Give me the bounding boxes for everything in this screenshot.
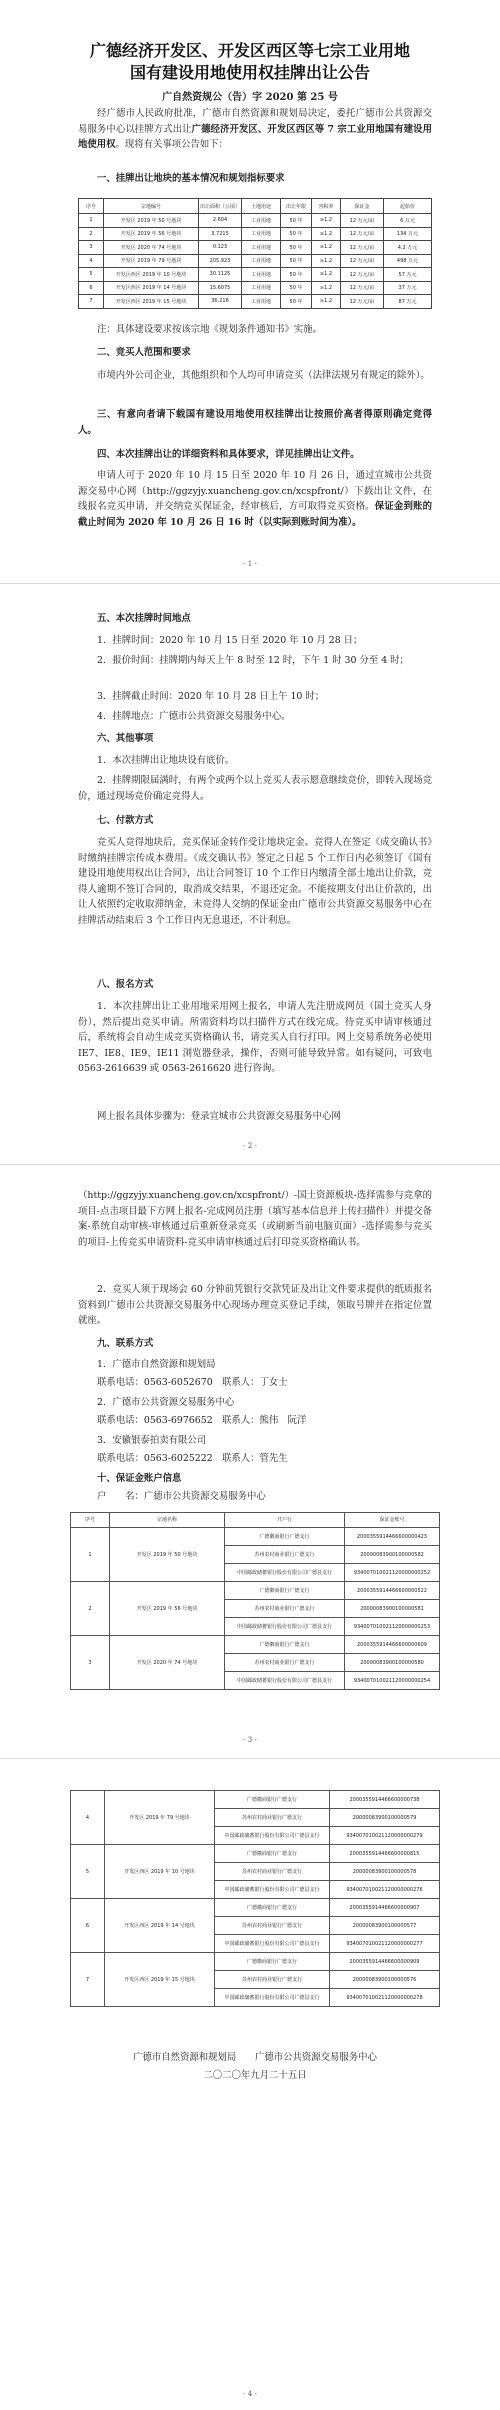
bank-name: 苏州农村商业银行广德支行 <box>215 1971 330 1989</box>
other-item-1: 1．本次挂牌出让地块设有底价。 <box>97 755 235 766</box>
header-cell: 出让面积（公顷） <box>199 199 242 214</box>
table-cell: 87 万元 <box>384 295 432 309</box>
section-6-heading: 六、其他事项 <box>97 733 154 744</box>
row-number: 6 <box>71 1899 105 1953</box>
page-number: - 1 - <box>243 560 257 568</box>
table-cell: 30.1125 <box>199 268 242 282</box>
bank-name: 中国邮政储蓄银行股份有限公司广德县支行 <box>215 1827 330 1845</box>
contact-3-phone: 联系电话：0563-6025222 联系人：管先生 <box>97 1453 288 1464</box>
bank-name: 苏州农村商业银行广德支行 <box>215 1809 330 1827</box>
parcel-name: 开发区西区 2019 年 15 号地块 <box>105 1953 215 2007</box>
page-number: - 2 - <box>243 1142 257 1150</box>
header-cell: 宗地名称 <box>110 1513 225 1528</box>
table-cell: 50 年 <box>281 268 312 282</box>
table-cell: 开发区 2019 年 79 号地块 <box>104 254 199 268</box>
table-note: 注：具体建设要求按该宗地《规划条件通知书》实施。 <box>97 324 323 335</box>
table-cell: 12 万元/亩 <box>341 227 384 241</box>
table-row <box>71 1582 440 1600</box>
table-cell: 工业用地 <box>242 281 281 295</box>
title-line-2: 国有建设用地使用权挂牌出让公告 <box>129 63 370 82</box>
table-cell: 1 <box>79 214 104 228</box>
parcel-name: 开发区 2019 年 56 号地块 <box>110 1582 225 1636</box>
header-cell: 序号 <box>71 1513 110 1528</box>
bank-name: 苏州农村商业银行广德支行 <box>225 1546 345 1564</box>
listing-time: 1．挂牌时间：2020 年 10 月 15 日至 2020 年 10 月 28 日； <box>97 635 363 646</box>
row-number: 3 <box>71 1636 110 1690</box>
table-row <box>71 1953 440 1971</box>
deposit-deadline-text: 保证金到账的截止时间为 2020 年 10 月 26 日 16 时（以实际到账时间为准）。 <box>78 501 432 528</box>
section-5-heading: 五、本次挂牌时间地点 <box>97 613 191 624</box>
page-divider <box>0 583 500 584</box>
row-number: 4 <box>71 1791 105 1845</box>
table-cell: 50 年 <box>281 281 312 295</box>
bank-name: 中国邮政储蓄银行股份有限公司广德县支行 <box>215 1935 330 1953</box>
issue-date: 二〇二〇年九月二十五日 <box>203 2070 307 2081</box>
bank-name: 广德徽商银行广德支行 <box>215 1899 330 1917</box>
table-row <box>79 295 432 309</box>
parcel-name: 开发区 2019 年 50 号地块 <box>110 1528 225 1582</box>
table-cell: 50 年 <box>281 254 312 268</box>
bank-name: 广德徽商银行广德支行 <box>225 1528 345 1546</box>
intro-text-a: 经广德市人民政府批准，广德市自然资源和规划局决定，委托广德市公共资源交易服务中心以挂牌方式出让 <box>78 108 432 135</box>
table-cell: 50 年 <box>281 214 312 228</box>
table-cell: 7 <box>79 295 104 309</box>
parcel-name: 开发区西区 2019 年 14 号地块 <box>105 1899 215 1953</box>
row-number: 2 <box>71 1582 110 1636</box>
table-cell: 2 <box>79 227 104 241</box>
table-row <box>71 1899 440 1917</box>
contact-2-phone: 联系电话：0563-6976652 联系人：熊伟 阮洋 <box>97 1415 307 1426</box>
account-number: 20000083900100000576 <box>330 1971 440 1989</box>
bank-name: 广德徽商银行广德支行 <box>215 1953 330 1971</box>
page-4 <box>0 1764 500 2410</box>
title-line-1: 广德经济开发区、开发区西区等七宗工业用地 <box>89 41 410 60</box>
account-number: 934007010021120000000277 <box>330 1935 440 1953</box>
header-cell: 土地用途 <box>242 199 281 214</box>
parcel-info-table <box>78 198 432 309</box>
table-cell: 4.2 万元 <box>384 241 432 255</box>
page-1 <box>0 0 500 578</box>
table-cell: 12 万元/亩 <box>341 254 384 268</box>
table-cell: 开发区西区 2019 年 15 号地块 <box>104 295 199 309</box>
account-number: 2000355914466600000609 <box>345 1636 440 1654</box>
table-body <box>79 214 432 309</box>
table-cell: 498 万元 <box>384 254 432 268</box>
page-number: - 4 - <box>243 2390 257 2398</box>
table-row <box>79 268 432 282</box>
bank-name: 苏州农村商业银行广德支行 <box>215 1917 330 1935</box>
other-item-2: 2．挂牌期限届满时，有两个或两个以上竞买人表示愿意继续竞价，即转入现场竞价，通过现场竞价确定竞得人。 <box>78 775 432 802</box>
table-cell: ≥1.2 <box>312 214 341 228</box>
section-7-heading: 七、付款方式 <box>97 815 154 826</box>
bank-name: 中国邮政储蓄银行股份有限公司广德县支行 <box>225 1564 345 1582</box>
bank-name: 广德徽商银行广德支行 <box>215 1791 330 1809</box>
account-number: 20000083900100000582 <box>345 1546 440 1564</box>
section-9-heading: 九、联系方式 <box>97 1338 154 1349</box>
table-cell: 36.216 <box>199 295 242 309</box>
bidding-time: 2．报价时间：挂牌期内每天上午 8 时至 12 时，下午 1 时 30 分至 4 时； <box>97 655 409 666</box>
account-number: 2000355914466600000522 <box>345 1582 440 1600</box>
page-3 <box>0 1170 500 1752</box>
registration-paragraph: 1．本次挂牌出让工业用地采用网上报名，申请人先注册成网员（国土竞买人身份），然后提出竞买申请。所需资料均以扫描件方式在线完成。待竞买申请审核通过后，系统将会自动生成竞买资格确认书，请竞买人自行打印。网上交易系统务必使用 IE7、IE8、IE9、IE11 浏览器登录，操作，否则可能导致异常。如有疑问，可致电 0563-2616639 或 0563-2616620 进行咨询。 <box>78 1001 432 1074</box>
bank-name: 广德徽商银行广德支行 <box>225 1582 345 1600</box>
parcel-name: 开发区 2020 年 74 号地块 <box>110 1636 225 1690</box>
table-cell: 12 万元/亩 <box>341 268 384 282</box>
table-cell: 50 年 <box>281 241 312 255</box>
bank-name: 广德徽商银行广德支行 <box>225 1636 345 1654</box>
header-cell: 宗地编号 <box>104 199 199 214</box>
account-number: 20000083900100000581 <box>345 1600 440 1618</box>
deposit-account-table-continued <box>70 1790 440 2007</box>
table-cell: 开发区 2020 年 74 号地块 <box>104 241 199 255</box>
contact-2-org: 2．广德市公共资源交易服务中心 <box>97 1397 235 1408</box>
table-header-row <box>79 199 432 214</box>
listing-venue: 4．挂牌地点：广德市公共资源交易服务中心。 <box>97 711 291 722</box>
row-number: 1 <box>71 1528 110 1582</box>
parcel-name: 开发区 2019 年 79 号地块 <box>105 1791 215 1845</box>
intro-text-c: 。现将有关事项公告如下： <box>115 139 229 150</box>
table-cell: 工业用地 <box>242 241 281 255</box>
account-number: 2000355914466600000815 <box>330 1845 440 1863</box>
table-cell: 5 <box>79 268 104 282</box>
account-number: 934007010021120000000253 <box>345 1618 440 1636</box>
table-body <box>71 1791 440 2007</box>
table-cell: 205.923 <box>199 254 242 268</box>
account-number: 2000355914466600000738 <box>330 1791 440 1809</box>
application-text: 申请人可于 2020 年 10 月 15 日至 2020 年 10 月 26 日，通过宣城市公共资源交易中心网（http://ggzyjy.xuancheng.gov.cn/xcspfront/）下载出让文件，在线报名竞买申请，并交纳竞买保证金，经审核后，方可取得竞买资格。 <box>78 470 432 512</box>
table-cell: 工业用地 <box>242 268 281 282</box>
bank-name: 苏州农村商业银行广德支行 <box>215 1863 330 1881</box>
table-cell: ≥1.2 <box>312 254 341 268</box>
table-row <box>79 281 432 295</box>
header-cell: 容积率 <box>312 199 341 214</box>
table-cell: 工业用地 <box>242 214 281 228</box>
table-row <box>71 1791 440 1809</box>
table-cell: 12 万元/亩 <box>341 281 384 295</box>
table-cell: 开发区西区 2019 年 14 号地块 <box>104 281 199 295</box>
table-row <box>79 227 432 241</box>
intro-paragraph <box>78 106 432 153</box>
account-number: 20000083900100000579 <box>330 1809 440 1827</box>
table-cell: 6 <box>79 281 104 295</box>
page-divider <box>0 1164 500 1165</box>
parcel-name: 开发区西区 2019 年 10 号地块 <box>105 1845 215 1899</box>
table-cell: ≥1.2 <box>312 281 341 295</box>
registration-steps: （http://ggzyjy.xuancheng.gov.cn/xcspfront/）-国土资源板块-选择需参与竞拿的项目-点击项目最下方网上报名-完成网员注册（填写基本信息并上传扫描件）并提交备案-系统自动审核-审核通过后重新登录竞买（或刷新当前电脑页面）-选择需参与竞买的项目-上传竞买申请资料-竞买申请审核通过后打印竞买资格确认书。 <box>78 1190 432 1248</box>
table-cell: 57 万元 <box>384 268 432 282</box>
table-cell: 工业用地 <box>242 227 281 241</box>
bank-name: 中国邮政储蓄银行股份有限公司广德县支行 <box>215 1989 330 2007</box>
account-number: 934007010021120000000254 <box>345 1672 440 1690</box>
notice-title <box>40 40 460 84</box>
bank-name: 苏州农村商业银行广德支行 <box>225 1654 345 1672</box>
table-row <box>71 1845 440 1863</box>
table-cell: 12 万元/亩 <box>341 241 384 255</box>
table-cell: 开发区 2019 年 56 号地块 <box>104 227 199 241</box>
section-10-heading: 十、保证金账户信息 <box>97 1473 182 1484</box>
bank-name: 中国邮政储蓄银行股份有限公司广德县支行 <box>225 1618 345 1636</box>
contact-3-org: 3．安徽银泰拍卖有限公司 <box>97 1435 207 1446</box>
table-cell: ≥1.2 <box>312 295 341 309</box>
table-cell: 3 <box>79 241 104 255</box>
application-paragraph <box>78 468 432 530</box>
table-cell: 134 万元 <box>384 227 432 241</box>
bank-name: 中国邮政储蓄银行股份有限公司广德县支行 <box>215 1881 330 1899</box>
page-2 <box>0 589 500 1157</box>
table-cell: ≥1.2 <box>312 227 341 241</box>
table-cell: 开发区 2019 年 50 号地块 <box>104 214 199 228</box>
account-number: 2000355914466600000423 <box>345 1528 440 1546</box>
table-cell: 2.604 <box>199 214 242 228</box>
deposit-account-table <box>70 1512 440 1690</box>
page-divider <box>0 1758 500 1759</box>
account-number: 2000355914466600000909 <box>330 1953 440 1971</box>
bank-name: 苏州农村商业银行广德支行 <box>225 1600 345 1618</box>
contact-1-org: 1．广德市自然资源和规划局 <box>97 1359 216 1370</box>
registration-steps-intro: 网上报名具体步骤为：登录宣城市公共资源交易服务中心网 <box>97 1111 341 1122</box>
table-cell: 3.7215 <box>199 227 242 241</box>
table-row <box>79 254 432 268</box>
table-cell: 12 万元/亩 <box>341 214 384 228</box>
table-cell: 0.123 <box>199 241 242 255</box>
section-4-paragraph: 四、本次挂牌出让的详细资料和具体要求，详见挂牌出让文件。 <box>97 449 360 460</box>
section-8-heading: 八、报名方式 <box>97 979 154 990</box>
header-cell: 保证金 <box>341 199 384 214</box>
account-number: 20000083900100000577 <box>330 1917 440 1935</box>
table-cell: 50 年 <box>281 227 312 241</box>
account-number: 2000355914466600000907 <box>330 1899 440 1917</box>
table-row <box>71 1636 440 1654</box>
onsite-registration: 2．竞买人须于现场会 60 分钟前凭银行交款凭证及出让文件要求提供的纸质报名资料到广德市公共资源交易服务中心现场办理竞买登记手续，领取号牌并在指定位置就座。 <box>78 1284 432 1326</box>
table-cell: 4 <box>79 254 104 268</box>
table-row <box>79 241 432 255</box>
account-number: 934007010021120000000278 <box>330 1989 440 2007</box>
bank-name: 中国邮政储蓄银行股份有限公司广德县支行 <box>225 1672 345 1690</box>
account-holder: 户 名：广德市公共资源交易服务中心 <box>97 1491 266 1502</box>
table-cell: ≥1.2 <box>312 268 341 282</box>
table-cell: 12 万元/亩 <box>341 295 384 309</box>
account-number: 934007010021120000000279 <box>330 1827 440 1845</box>
table-cell: ≥1.2 <box>312 241 341 255</box>
table-cell: 工业用地 <box>242 295 281 309</box>
table-row <box>71 1528 440 1546</box>
issuer-signature: 广德市自然资源和规划局 广德市公共资源交易服务中心 <box>133 2052 377 2063</box>
listing-deadline: 3．挂牌截止时间：2020 年 10 月 28 日上午 10 时； <box>97 691 325 702</box>
account-number: 934007010021120000000252 <box>345 1564 440 1582</box>
table-cell: 工业用地 <box>242 254 281 268</box>
document-number: 广自然资规公（告）字 2020 第 25 号 <box>162 92 338 103</box>
row-number: 7 <box>71 1953 105 2007</box>
header-cell: 序号 <box>79 199 104 214</box>
section-2-heading: 二、竞买人范围和要求 <box>97 347 191 358</box>
payment-paragraph: 竞买人竞得地块后，竞买保证金转作受让地块定金。竞得人在签定《成交确认书》时缴纳挂牌宗传成本费用。《成交确认书》签定之日起 5 个工作日内必须签订《国有建设用地使用权出让合同》，出让合同签订 10 个工作日内缴清全部土地出让价款，竞得人逾期不签订合同的，取消成交结果，不退还定金。不能按期支付出让价款的，出让人依照约定收取滞纳金，未竞得人交纳的保证金由广德市公共资源交易服务中心在挂牌活动结束后 3 个工作日内无息退还，不计利息。 <box>78 837 432 926</box>
account-number: 20000083900100000580 <box>345 1654 440 1672</box>
account-number: 934007010021120000000276 <box>330 1881 440 1899</box>
row-number: 5 <box>71 1845 105 1899</box>
header-cell: 保证金账号 <box>345 1513 440 1528</box>
account-number: 20000083900100000578 <box>330 1863 440 1881</box>
table-cell: 37 万元 <box>384 281 432 295</box>
eligibility-paragraph: 市境内外公司企业，其他组织和个人均可申请竞买（法律法规另有规定的除外）。 <box>97 370 430 381</box>
bank-name: 广德徽商银行广德支行 <box>215 1845 330 1863</box>
table-cell: 15.6075 <box>199 281 242 295</box>
table-body <box>71 1528 440 1690</box>
header-cell: 出让年限 <box>281 199 312 214</box>
table-cell: 6 万元 <box>384 214 432 228</box>
header-cell: 开户行 <box>225 1513 345 1528</box>
table-cell: 开发区西区 2019 年 10 号地块 <box>104 268 199 282</box>
table-cell: 50 年 <box>281 295 312 309</box>
table-row <box>79 214 432 228</box>
section-3-paragraph: 三、有意向者请下载国有建设用地使用权挂牌出让按照价高者得原则确定竞得人。 <box>78 409 432 436</box>
contact-1-phone: 联系电话：0563-6052670 联系人：丁女士 <box>97 1377 288 1388</box>
table-header-row <box>71 1513 440 1528</box>
page-number: - 3 - <box>243 1736 257 1744</box>
intro-text-bold: 广德经济开发区、开发区西区等 7 宗工业用地国有建设用地使用权 <box>78 123 432 150</box>
header-cell: 起始价 <box>384 199 432 214</box>
section-1-heading: 一、挂牌出让地块的基本情况和规划指标要求 <box>97 173 285 184</box>
